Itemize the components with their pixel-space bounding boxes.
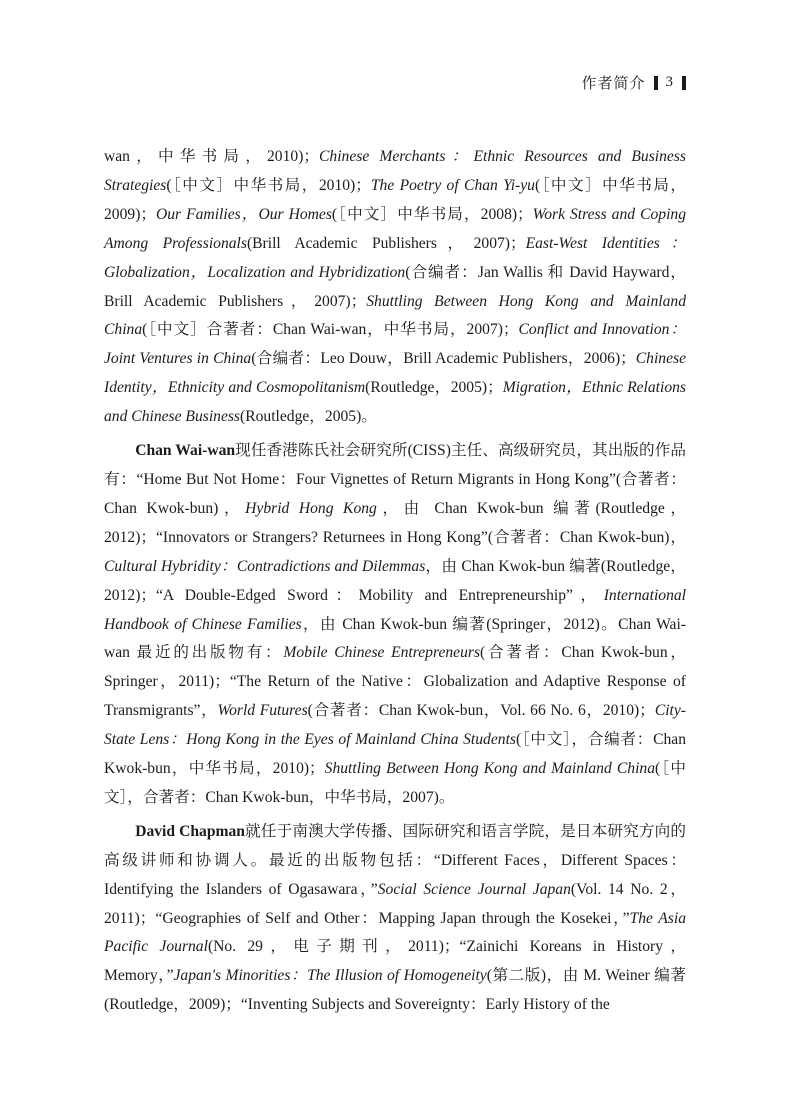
text-run: (［中文］中华书局，2008)；	[331, 205, 533, 223]
text-run: ，由 Chan Kwok-bun 编著(Routledge，2012)；“Innovators or Strangers? Returnees in Hong Kong”(合著者：Chan Kwok-bun)，	[104, 499, 686, 546]
text-run: (合著者：Chan Kwok-bun，Vol. 66 No. 6，2010)；	[307, 702, 655, 720]
text-run: ，由 Chan Kwok-bun 编著(Routledge，2012)；“A Double-Edged Sword：Mobility and Entrepreneurship”，	[104, 557, 686, 604]
text-run: (［中文］合著者：Chan Wai-wan，中华书局，2007)；	[142, 321, 519, 339]
text-run: (Routledge，2005)。	[240, 408, 377, 426]
paragraph	[104, 818, 686, 1020]
work-title: City-State Lens：Hong Kong in the Eyes of Mainland China Students	[104, 702, 686, 749]
running-header	[581, 72, 686, 93]
work-title: World Futures	[217, 702, 308, 720]
work-title: Mobile Chinese Entrepreneurs	[283, 644, 481, 662]
work-title: Cultural Hybridity：Contradictions and Dilemmas	[104, 557, 426, 575]
author-name: David Chapman	[135, 822, 245, 840]
text-run: (［中文］中华书局，2010)；	[166, 176, 371, 194]
work-title: East-West Identities：Globalization，Localization and Hybridization	[104, 234, 686, 281]
work-title: Chinese Merchants：Ethnic Resources and Business Strategies	[104, 148, 686, 194]
text-run: (第二版)，由 M. Weiner 编著(Routledge，2009)；“Inventing Subjects and Sovereignty：Early History of the	[104, 967, 686, 1014]
work-title: Chinese Identity，Ethnicity and Cosmopolitanism	[104, 350, 686, 397]
text-run: (［中文］，合著者：Chan Kwok-bun，中华书局，2007)。	[104, 760, 686, 806]
work-title: The Poetry of Chan Yi-yu	[370, 176, 535, 194]
work-title: Conflict and Innovation：Joint Ventures in China	[104, 321, 686, 368]
text-run: (No. 29，电子期刊，2011)；“Zainichi Koreans in History，Memory，”	[104, 938, 687, 985]
text-run: wan，中华书局，2010)；	[104, 148, 319, 165]
work-title: Our Families，Our Homes	[155, 205, 332, 223]
paragraph	[104, 143, 686, 432]
work-title: Shuttling Between Hong Kong and Mainland China	[324, 760, 655, 778]
page-number: 3	[665, 74, 674, 90]
work-title: International Handbook of Chinese Families	[104, 586, 686, 633]
text-run: (合著者：Chan Kwok-bun，Springer，2011)；“The Return of the Native：Globalization and Adaptive Response of Transmigrants”，	[104, 644, 686, 720]
work-title: Migration，Ethnic Relations and Chinese Business	[104, 379, 687, 426]
text-run: (［中文］中华书局，2009)；	[104, 176, 686, 223]
paragraph	[104, 437, 686, 813]
work-title: Japan's Minorities：The Illusion of Homogeneity	[173, 967, 487, 985]
text-run: (合编者：Leo Douw，Brill Academic Publishers，2006)；	[251, 350, 636, 368]
text-run: (Vol. 14 No. 2，2011)；“Geographies of Self and Other：Mapping Japan through the Kosekei，”	[104, 880, 687, 927]
work-title: Shuttling Between Hong Kong and Mainland China	[104, 292, 686, 339]
text-run: (Brill Academic Publishers，2007)；	[246, 234, 526, 252]
text-run: ，由 Chan Kwok-bun 编著(Springer，2012)。Chan Wai-wan 最近的出版物有：	[104, 615, 686, 662]
author-name: Chan Wai-wan	[135, 442, 236, 460]
text-run: (Routledge，2005)；	[365, 379, 503, 397]
work-title: The Asia Pacific Journal	[104, 909, 687, 956]
body-text	[104, 143, 686, 1025]
text-run: 现任香港陈氏社会研究所(CISS)主任、高级研究员，其出版的作品有：“Home But Not Home：Four Vignettes of Return Migrants in Hong Kong”(合著者：Chan Kwok-bun)，	[104, 442, 686, 517]
section-title: 作者简介	[581, 76, 646, 92]
text-run: (［中文］，合编者：Chan Kwok-bun，中华书局，2010)；	[104, 731, 686, 778]
text-run: (合编者：Jan Wallis 和 David Hayward，Brill Academic Publishers，2007)；	[104, 263, 686, 310]
work-title: Work Stress and Coping Among Professionals	[104, 205, 686, 252]
header-divider-left	[654, 76, 658, 90]
work-title: Hybrid Hong Kong	[245, 499, 377, 517]
text-run: 就任于南澳大学传播、国际研究和语言学院，是日本研究方向的高级讲师和协调人。最近的出版物包括：“Different Faces，Different Spaces：Identifying the Islanders of Ogasawara，”	[104, 822, 686, 898]
work-title: Social Science Journal Japan	[377, 880, 571, 898]
header-divider-right	[682, 76, 686, 90]
